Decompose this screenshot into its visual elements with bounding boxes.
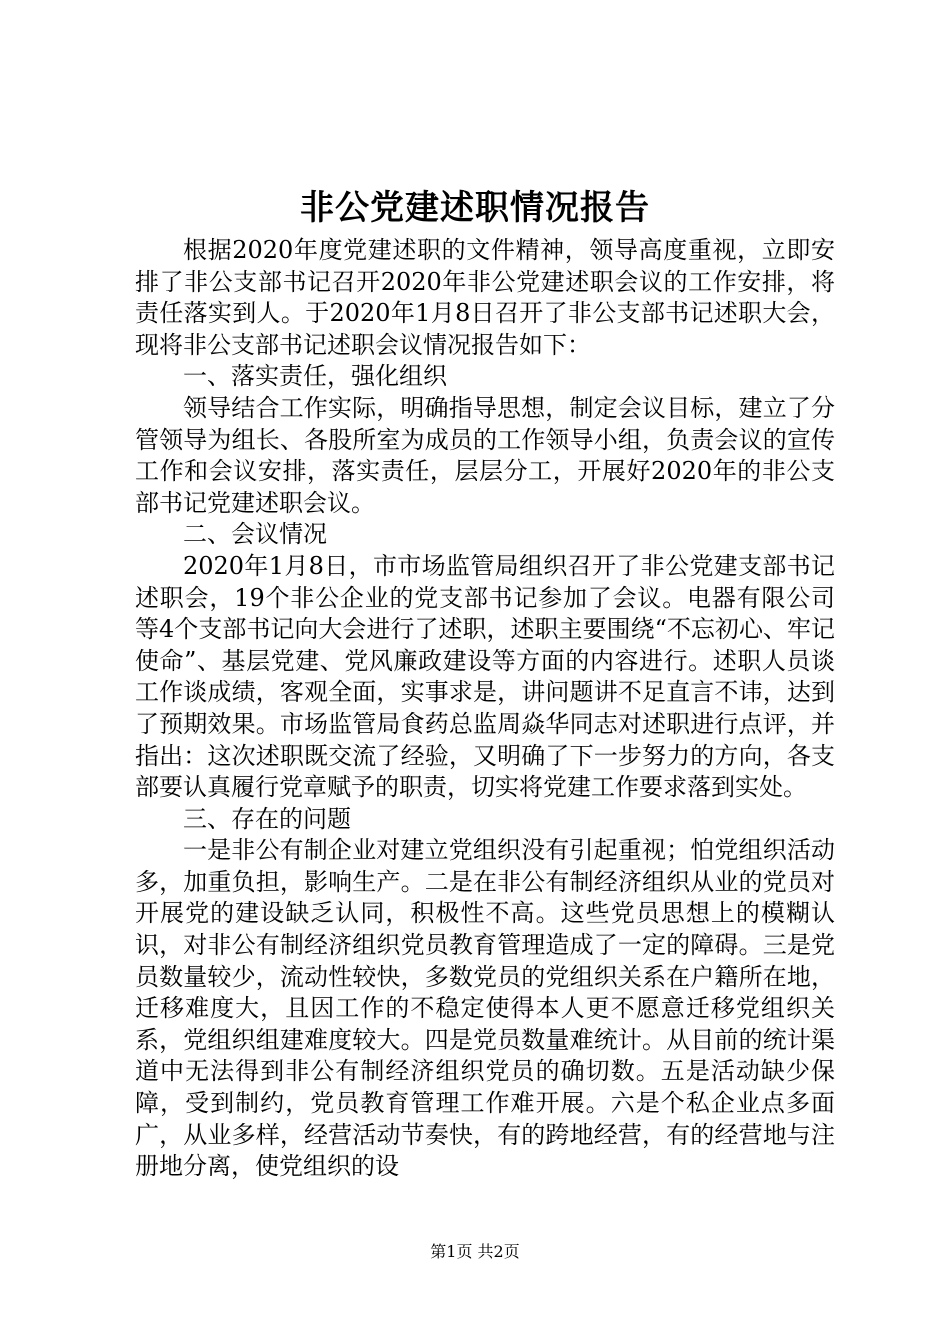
document-body [135, 235, 835, 1183]
section-heading-3: 三、存在的问题 [183, 804, 351, 833]
section-heading-2: 二、会议情况 [183, 520, 327, 549]
document-title: 非公党建述职情况报告 [300, 188, 650, 228]
section-heading-1: 一、落实责任，强化组织 [183, 362, 447, 391]
section-1-paragraph: 领导结合工作实际，明确指导思想，制定会议目标，建立了分管领导为组长、各股所室为成员的工作领导小组，负责会议的宣传工作和会议安排，落实责任，层层分工，开展好2020年的非公支部书记党建述职会议。 [135, 393, 835, 517]
page-number-footer: 第1页 共2页 [430, 1242, 520, 1261]
section-2-paragraph: 2020年1月8日，市市场监管局组织召开了非公党建支部书记述职会，19个非公企业的党支部书记参加了会议。电器有限公司等4个支部书记向大会进行了述职，述职主要围绕“不忘初心、牢记使命”、基层党建、党风廉政建设等方面的内容进行。述职人员谈工作谈成绩，客观全面，实事求是，讲问题讲不足直言不讳，达到了预期效果。市场监管局食药总监周焱华同志对述职进行点评，并指出：这次述职既交流了经验，又明确了下一步努力的方向，各支部要认真履行党章赋予的职责，切实将党建工作要求落到实处。 [135, 551, 835, 802]
section-3-paragraph: 一是非公有制企业对建立党组织没有引起重视；怕党组织活动多，加重负担，影响生产。二是在非公有制经济组织从业的党员对开展党的建设缺乏认同，积极性不高。这些党员思想上的模糊认识，对非公有制经济组织党员教育管理造成了一定的障碍。三是党员数量较少，流动性较快，多数党员的党组织关系在户籍所在地，迁移难度大，且因工作的不稳定使得本人更不愿意迁移党组织关系，党组织组建难度较大。四是党员数量难统计。从目前的统计渠道中无法得到非公有制经济组织党员的确切数。五是活动缺少保障，受到制约，党员教育管理工作难开展。六是个私企业点多面广，从业多样，经营活动节奏快，有的跨地经营，有的经营地与注册地分离，使党组织的设 [135, 836, 835, 1181]
intro-paragraph: 根据2020年度党建述职的文件精神，领导高度重视，立即安排了非公支部书记召开2020年非公党建述职会议的工作安排，将责任落实到人。于2020年1月8日召开了非公支部书记述职大会，现将非公支部书记述职会议情况报告如下： [135, 236, 835, 359]
